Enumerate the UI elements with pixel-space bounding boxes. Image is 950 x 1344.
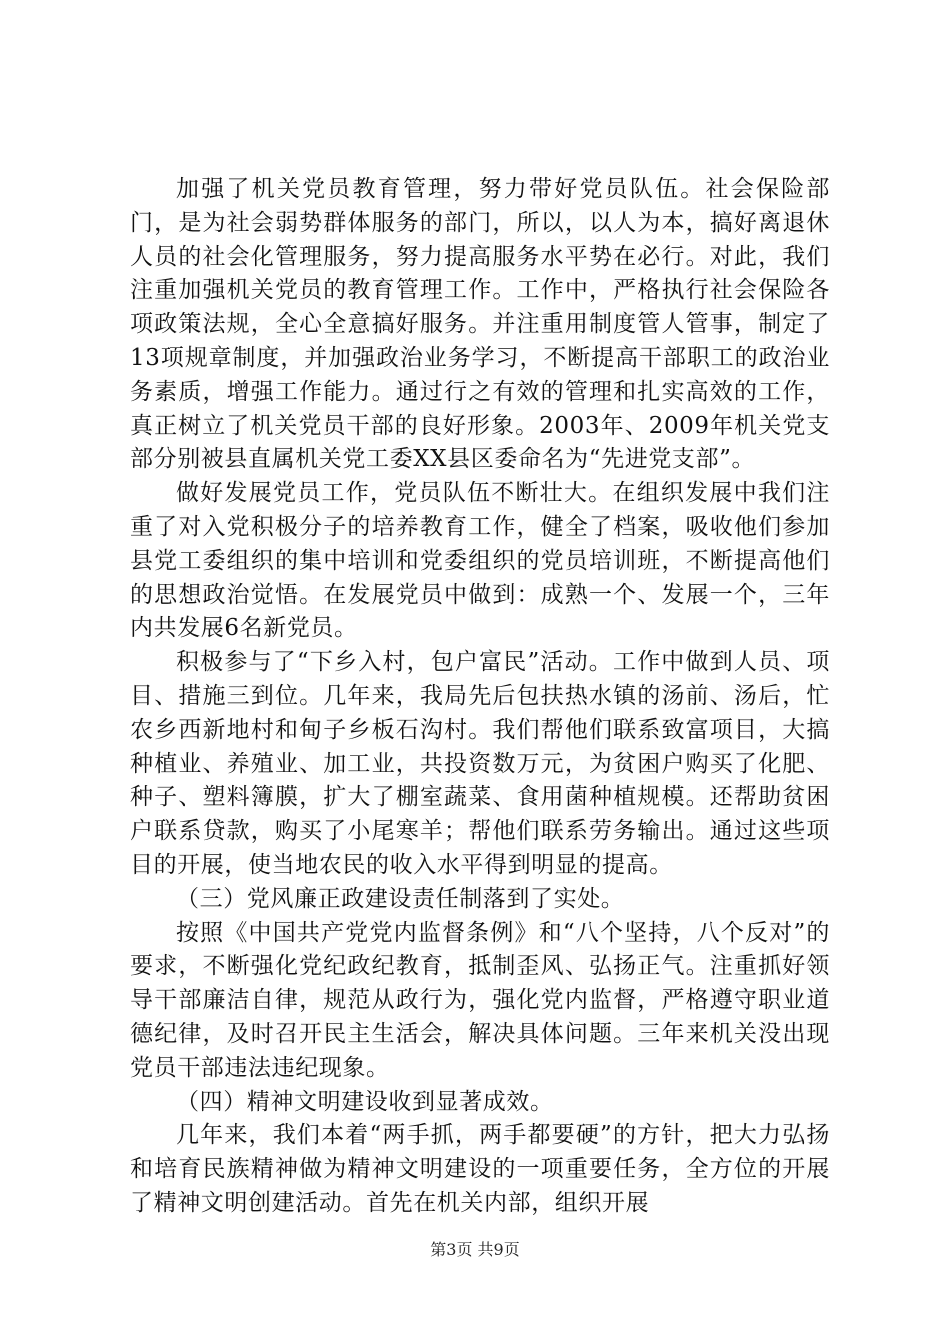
paragraph-integrity: 按照《中国共产党党内监督条例》和“八个坚持，八个反对”的要求，不断强化党纪政纪教育，抵制歪风、弘扬正气。注重抓好领导干部廉洁自律，规范从政行为，强化党内监督，严格遵守职业道德纪律，及时召开民主生活会，解决具体问题。三年来机关没出现党员干部违法违纪现象。 bbox=[130, 919, 830, 1081]
paragraph-civilization: 几年来，我们本着“两手抓，两手都要硬”的方针，把大力弘扬和培育民族精神做为精神文明建设的一项重要任务，全方位的开展了精神文明创建活动。首先在机关内部，组织开展 bbox=[130, 1122, 830, 1216]
document-body bbox=[130, 173, 830, 1221]
page-footer: 第3页 共9页 bbox=[430, 1240, 520, 1259]
paragraph-village-activity: 积极参与了“下乡入村，包户富民”活动。工作中做到人员、项目、措施三到位。几年来，我局先后包扶热水镇的汤前、汤后，忙农乡西新地村和甸子乡板石沟村。我们帮他们联系致富项目，大搞种植业、养殖业、加工业，共投资数万元，为贫困户购买了化肥、种子、塑料簿膜，扩大了棚室蔬菜、食用菌种植规模。还帮助贫困户联系贷款，购买了小尾寒羊；帮他们联系劳务输出。通过这些项目的开展，使当地农民的收入水平得到明显的提高。 bbox=[130, 649, 830, 878]
paragraph-member-development: 做好发展党员工作，党员队伍不断壮大。在组织发展中我们注重了对入党积极分子的培养教育工作，健全了档案，吸收他们参加县党工委组织的集中培训和党委组织的党员培训班，不断提高他们的思想政治觉悟。在发展党员中做到：成熟一个、发展一个，三年内共发展6名新党员。 bbox=[130, 480, 830, 642]
section-heading-integrity: （三）党风廉正政建设责任制落到了实处。 bbox=[176, 885, 625, 912]
paragraph-party-education: 加强了机关党员教育管理，努力带好党员队伍。社会保险部门，是为社会弱势群体服务的部门，所以，以人为本，搞好离退休人员的社会化管理服务，努力提高服务水平势在必行。对此，我们注重加强机关党员的教育管理工作。工作中，严格执行社会保险各项政策法规，全心全意搞好服务。并注重用制度管人管事，制定了13项规章制度，并加强政治业务学习，不断提高干部职工的政治业务素质，增强工作能力。通过行之有效的管理和扎实高效的工作，真正树立了机关党员干部的良好形象。2003年、2009年机关党支部分别被县直属机关党工委XX县区委命名为“先进党支部”。 bbox=[130, 176, 830, 473]
section-heading-civilization: （四）精神文明建设收到显著成效。 bbox=[176, 1088, 554, 1115]
